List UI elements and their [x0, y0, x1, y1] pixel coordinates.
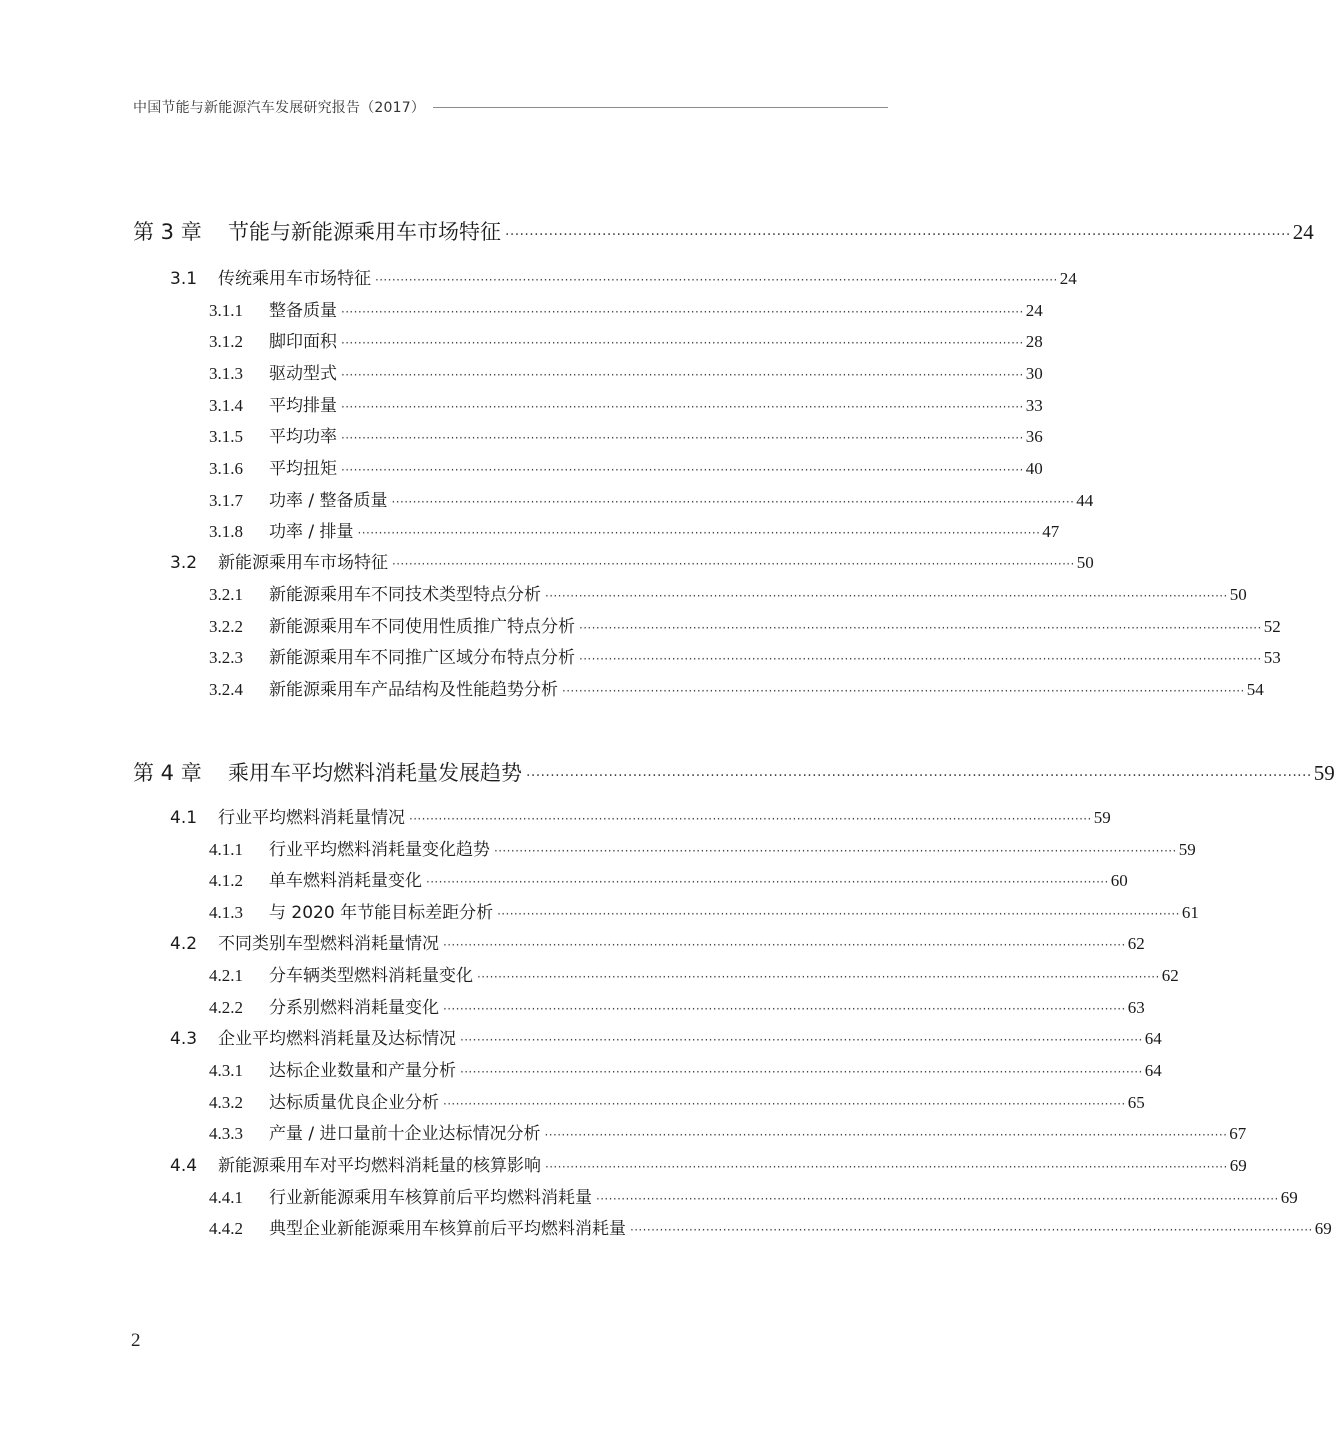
toc-section-entry[interactable] — [170, 264, 1077, 290]
toc-entry-title: 脚印面积 — [269, 332, 337, 352]
toc-subsection-entry[interactable] — [209, 1214, 1332, 1240]
toc-section-entry[interactable] — [170, 1024, 1162, 1050]
toc-entry-page: 33 — [1025, 396, 1043, 415]
toc-dot-leader: ·································································································································································· — [630, 1223, 1313, 1237]
toc-subsection-entry[interactable] — [209, 1183, 1298, 1209]
toc-entry-page: 63 — [1127, 998, 1145, 1017]
toc-entry-number: 4.3.1 — [209, 1061, 243, 1080]
toc-entry-number: 3.1.4 — [209, 396, 243, 415]
toc-entry-number: 4.1 — [170, 808, 198, 828]
toc-dot-leader: ·································································································································································· — [341, 431, 1024, 445]
toc-entry-page: 62 — [1161, 966, 1179, 985]
toc-subsection-entry[interactable] — [209, 612, 1281, 638]
toc-entry-number: 3.1.7 — [209, 491, 243, 510]
toc-entry-number: 4.4.2 — [209, 1219, 243, 1238]
toc-entry-title: 分系别燃料消耗量变化 — [269, 998, 439, 1018]
toc-entry-title: 单车燃料消耗量变化 — [269, 871, 422, 891]
toc-entry-title: 新能源乘用车产品结构及性能趋势分析 — [269, 680, 558, 700]
toc-chapter-entry[interactable] — [133, 216, 1314, 246]
toc-dot-leader: ·································································································································································· — [341, 463, 1024, 477]
toc-entry-number: 3.2.2 — [209, 617, 243, 636]
toc-dot-leader: ·································································································································································· — [426, 875, 1109, 889]
toc-dot-leader: ·································································································································································· — [460, 1065, 1143, 1079]
toc-entry-page: 54 — [1246, 680, 1264, 699]
toc-entry-title: 不同类别车型燃料消耗量情况 — [218, 934, 439, 954]
toc-subsection-entry[interactable] — [209, 1119, 1247, 1145]
toc-entry-number: 4.2 — [170, 934, 198, 954]
toc-entry-page: 40 — [1025, 459, 1043, 478]
toc-entry-title: 平均扭矩 — [269, 459, 337, 479]
toc-entry-title: 产量 / 进口量前十企业达标情况分析 — [269, 1124, 541, 1144]
toc-dot-leader: ·································································································································································· — [494, 844, 1177, 858]
toc-entry-number: 第 3 章 — [133, 220, 202, 244]
toc-entry-title: 新能源乘用车对平均燃料消耗量的核算影响 — [218, 1156, 541, 1176]
toc-entry-title: 功率 / 排量 — [269, 522, 354, 542]
toc-dot-leader: ·································································································································································· — [505, 227, 1291, 243]
toc-entry-number: 4.1.2 — [209, 871, 243, 890]
toc-entry-page: 69 — [1314, 1219, 1332, 1238]
toc-dot-leader: ·································································································································································· — [596, 1192, 1279, 1206]
toc-dot-leader: ·································································································································································· — [375, 273, 1058, 287]
toc-entry-page: 59 — [1178, 840, 1196, 859]
toc-entry-title: 传统乘用车市场特征 — [218, 269, 371, 289]
toc-entry-page: 69 — [1280, 1188, 1298, 1207]
toc-entry-number: 3.2.4 — [209, 680, 243, 699]
toc-entry-page: 47 — [1042, 522, 1060, 541]
toc-entry-title: 企业平均燃料消耗量及达标情况 — [218, 1029, 456, 1049]
toc-entry-page: 64 — [1144, 1061, 1162, 1080]
toc-entry-number: 4.4 — [170, 1156, 198, 1176]
toc-entry-title: 新能源乘用车不同使用性质推广特点分析 — [269, 617, 575, 637]
toc-entry-page: 24 — [1059, 269, 1077, 288]
toc-subsection-entry[interactable] — [209, 359, 1043, 385]
toc-dot-leader: ·································································································································································· — [341, 336, 1024, 350]
toc-dot-leader: ·································································································································································· — [443, 1002, 1126, 1016]
toc-entry-title: 新能源乘用车不同推广区域分布特点分析 — [269, 648, 575, 668]
toc-subsection-entry[interactable] — [209, 961, 1179, 987]
toc-entry-page: 65 — [1127, 1093, 1145, 1112]
toc-section-entry[interactable] — [170, 548, 1094, 574]
toc-entry-title: 与 2020 年节能目标差距分析 — [269, 903, 494, 923]
toc-section-entry[interactable] — [170, 803, 1111, 829]
toc-dot-leader: ·································································································································································· — [341, 400, 1024, 414]
toc-subsection-entry[interactable] — [209, 296, 1043, 322]
toc-entry-number: 3.1.1 — [209, 301, 243, 320]
toc-entry-page: 69 — [1229, 1156, 1247, 1175]
toc-dot-leader: ·································································································································································· — [357, 526, 1041, 540]
toc-dot-leader: ·································································································································································· — [392, 557, 1075, 571]
toc-entry-page: 59 — [1093, 808, 1111, 827]
toc-dot-leader: ·································································································································································· — [545, 589, 1228, 603]
toc-subsection-entry[interactable] — [209, 1088, 1145, 1114]
toc-entry-title: 乘用车平均燃料消耗量发展趋势 — [228, 761, 522, 785]
toc-dot-leader: ·································································································································································· — [341, 368, 1024, 382]
toc-entry-title: 新能源乘用车不同技术类型特点分析 — [269, 585, 541, 605]
toc-entry-number: 4.1.1 — [209, 840, 243, 859]
page-number: 2 — [131, 1330, 141, 1351]
toc-subsection-entry[interactable] — [209, 327, 1043, 353]
toc-section-entry[interactable] — [170, 929, 1145, 955]
toc-dot-leader: ·································································································································································· — [579, 652, 1262, 666]
toc-entry-page: 24 — [1025, 301, 1043, 320]
toc-entry-number: 4.2.2 — [209, 998, 243, 1017]
toc-subsection-entry[interactable] — [209, 866, 1128, 892]
toc-entry-number: 3.2.3 — [209, 648, 243, 667]
toc-entry-page: 61 — [1181, 903, 1199, 922]
toc-entry-number: 3.2 — [170, 553, 198, 573]
toc-entry-number: 4.1.3 — [209, 903, 243, 922]
toc-entry-number: 4.3 — [170, 1029, 198, 1049]
toc-entry-title: 新能源乘用车市场特征 — [218, 553, 388, 573]
toc-entry-number: 3.1 — [170, 269, 198, 289]
toc-dot-leader: ·································································································································································· — [443, 938, 1126, 952]
toc-entry-page: 50 — [1229, 585, 1247, 604]
toc-entry-number: 4.3.3 — [209, 1124, 243, 1143]
toc-subsection-entry[interactable] — [209, 454, 1043, 480]
toc-entry-page: 53 — [1263, 648, 1281, 667]
toc-dot-leader: ·································································································································································· — [544, 1128, 1228, 1142]
toc-entry-number: 3.1.3 — [209, 364, 243, 383]
toc-subsection-entry[interactable] — [209, 1056, 1162, 1082]
toc-entry-page: 24 — [1292, 220, 1314, 244]
toc-entry-page: 50 — [1076, 553, 1094, 572]
toc-dot-leader: ·································································································································································· — [391, 495, 1075, 509]
toc-entry-page: 59 — [1313, 761, 1335, 785]
toc-entry-number: 4.4.1 — [209, 1188, 243, 1207]
toc-entry-title: 驱动型式 — [269, 364, 337, 384]
toc-dot-leader: ·································································································································································· — [409, 812, 1092, 826]
running-header — [133, 97, 888, 117]
toc-subsection-entry[interactable] — [209, 422, 1043, 448]
toc-dot-leader: ·································································································································································· — [545, 1160, 1228, 1174]
toc-entry-page: 30 — [1025, 364, 1043, 383]
toc-entry-title: 功率 / 整备质量 — [269, 491, 388, 511]
toc-entry-title: 整备质量 — [269, 301, 337, 321]
toc-entry-page: 64 — [1144, 1029, 1162, 1048]
toc-entry-title: 平均功率 — [269, 427, 337, 447]
toc-entry-page: 62 — [1127, 934, 1145, 953]
toc-dot-leader: ·································································································································································· — [341, 305, 1024, 319]
toc-subsection-entry[interactable] — [209, 835, 1196, 861]
toc-entry-number: 第 4 章 — [133, 761, 202, 785]
toc-entry-page: 60 — [1110, 871, 1128, 890]
toc-entry-number: 3.1.2 — [209, 332, 243, 351]
toc-entry-page: 52 — [1263, 617, 1281, 636]
toc-entry-title: 行业平均燃料消耗量情况 — [218, 808, 405, 828]
toc-entry-number: 3.1.6 — [209, 459, 243, 478]
toc-dot-leader: ·································································································································································· — [526, 768, 1312, 784]
toc-subsection-entry[interactable] — [209, 898, 1199, 924]
toc-entry-page: 44 — [1076, 491, 1094, 510]
toc-subsection-entry[interactable] — [209, 993, 1145, 1019]
toc-subsection-entry[interactable] — [209, 580, 1247, 606]
toc-entry-title: 行业新能源乘用车核算前后平均燃料消耗量 — [269, 1188, 592, 1208]
toc-entry-page: 36 — [1025, 427, 1043, 446]
toc-dot-leader: ·································································································································································· — [562, 684, 1245, 698]
toc-dot-leader: ·································································································································································· — [579, 621, 1262, 635]
toc-dot-leader: ·································································································································································· — [497, 907, 1180, 921]
toc-entry-title: 节能与新能源乘用车市场特征 — [228, 220, 501, 244]
toc-dot-leader: ·································································································································································· — [460, 1033, 1143, 1047]
toc-entry-number: 3.2.1 — [209, 585, 243, 604]
running-header-title: 中国节能与新能源汽车发展研究报告（2017） — [133, 100, 426, 116]
toc-chapter-entry[interactable] — [133, 757, 1335, 787]
running-header-rule — [433, 107, 888, 108]
toc-section-entry[interactable] — [170, 1151, 1247, 1177]
toc-entry-number: 4.2.1 — [209, 966, 243, 985]
toc-subsection-entry[interactable] — [209, 517, 1060, 543]
toc-entry-page: 67 — [1229, 1124, 1247, 1143]
toc-entry-title: 达标质量优良企业分析 — [269, 1093, 439, 1113]
toc-entry-title: 分车辆类型燃料消耗量变化 — [269, 966, 473, 986]
toc-entry-title: 达标企业数量和产量分析 — [269, 1061, 456, 1081]
toc-dot-leader: ·································································································································································· — [443, 1097, 1126, 1111]
toc-entry-number: 3.1.5 — [209, 427, 243, 446]
toc-entry-title: 典型企业新能源乘用车核算前后平均燃料消耗量 — [269, 1219, 626, 1239]
toc-subsection-entry[interactable] — [209, 675, 1264, 701]
toc-entry-number: 3.1.8 — [209, 522, 243, 541]
toc-entry-title: 平均排量 — [269, 396, 337, 416]
toc-entry-title: 行业平均燃料消耗量变化趋势 — [269, 840, 490, 860]
toc-subsection-entry[interactable] — [209, 391, 1043, 417]
toc-subsection-entry[interactable] — [209, 486, 1094, 512]
toc-entry-page: 28 — [1025, 332, 1043, 351]
toc-subsection-entry[interactable] — [209, 643, 1281, 669]
toc-dot-leader: ·································································································································································· — [477, 970, 1160, 984]
toc-entry-number: 4.3.2 — [209, 1093, 243, 1112]
